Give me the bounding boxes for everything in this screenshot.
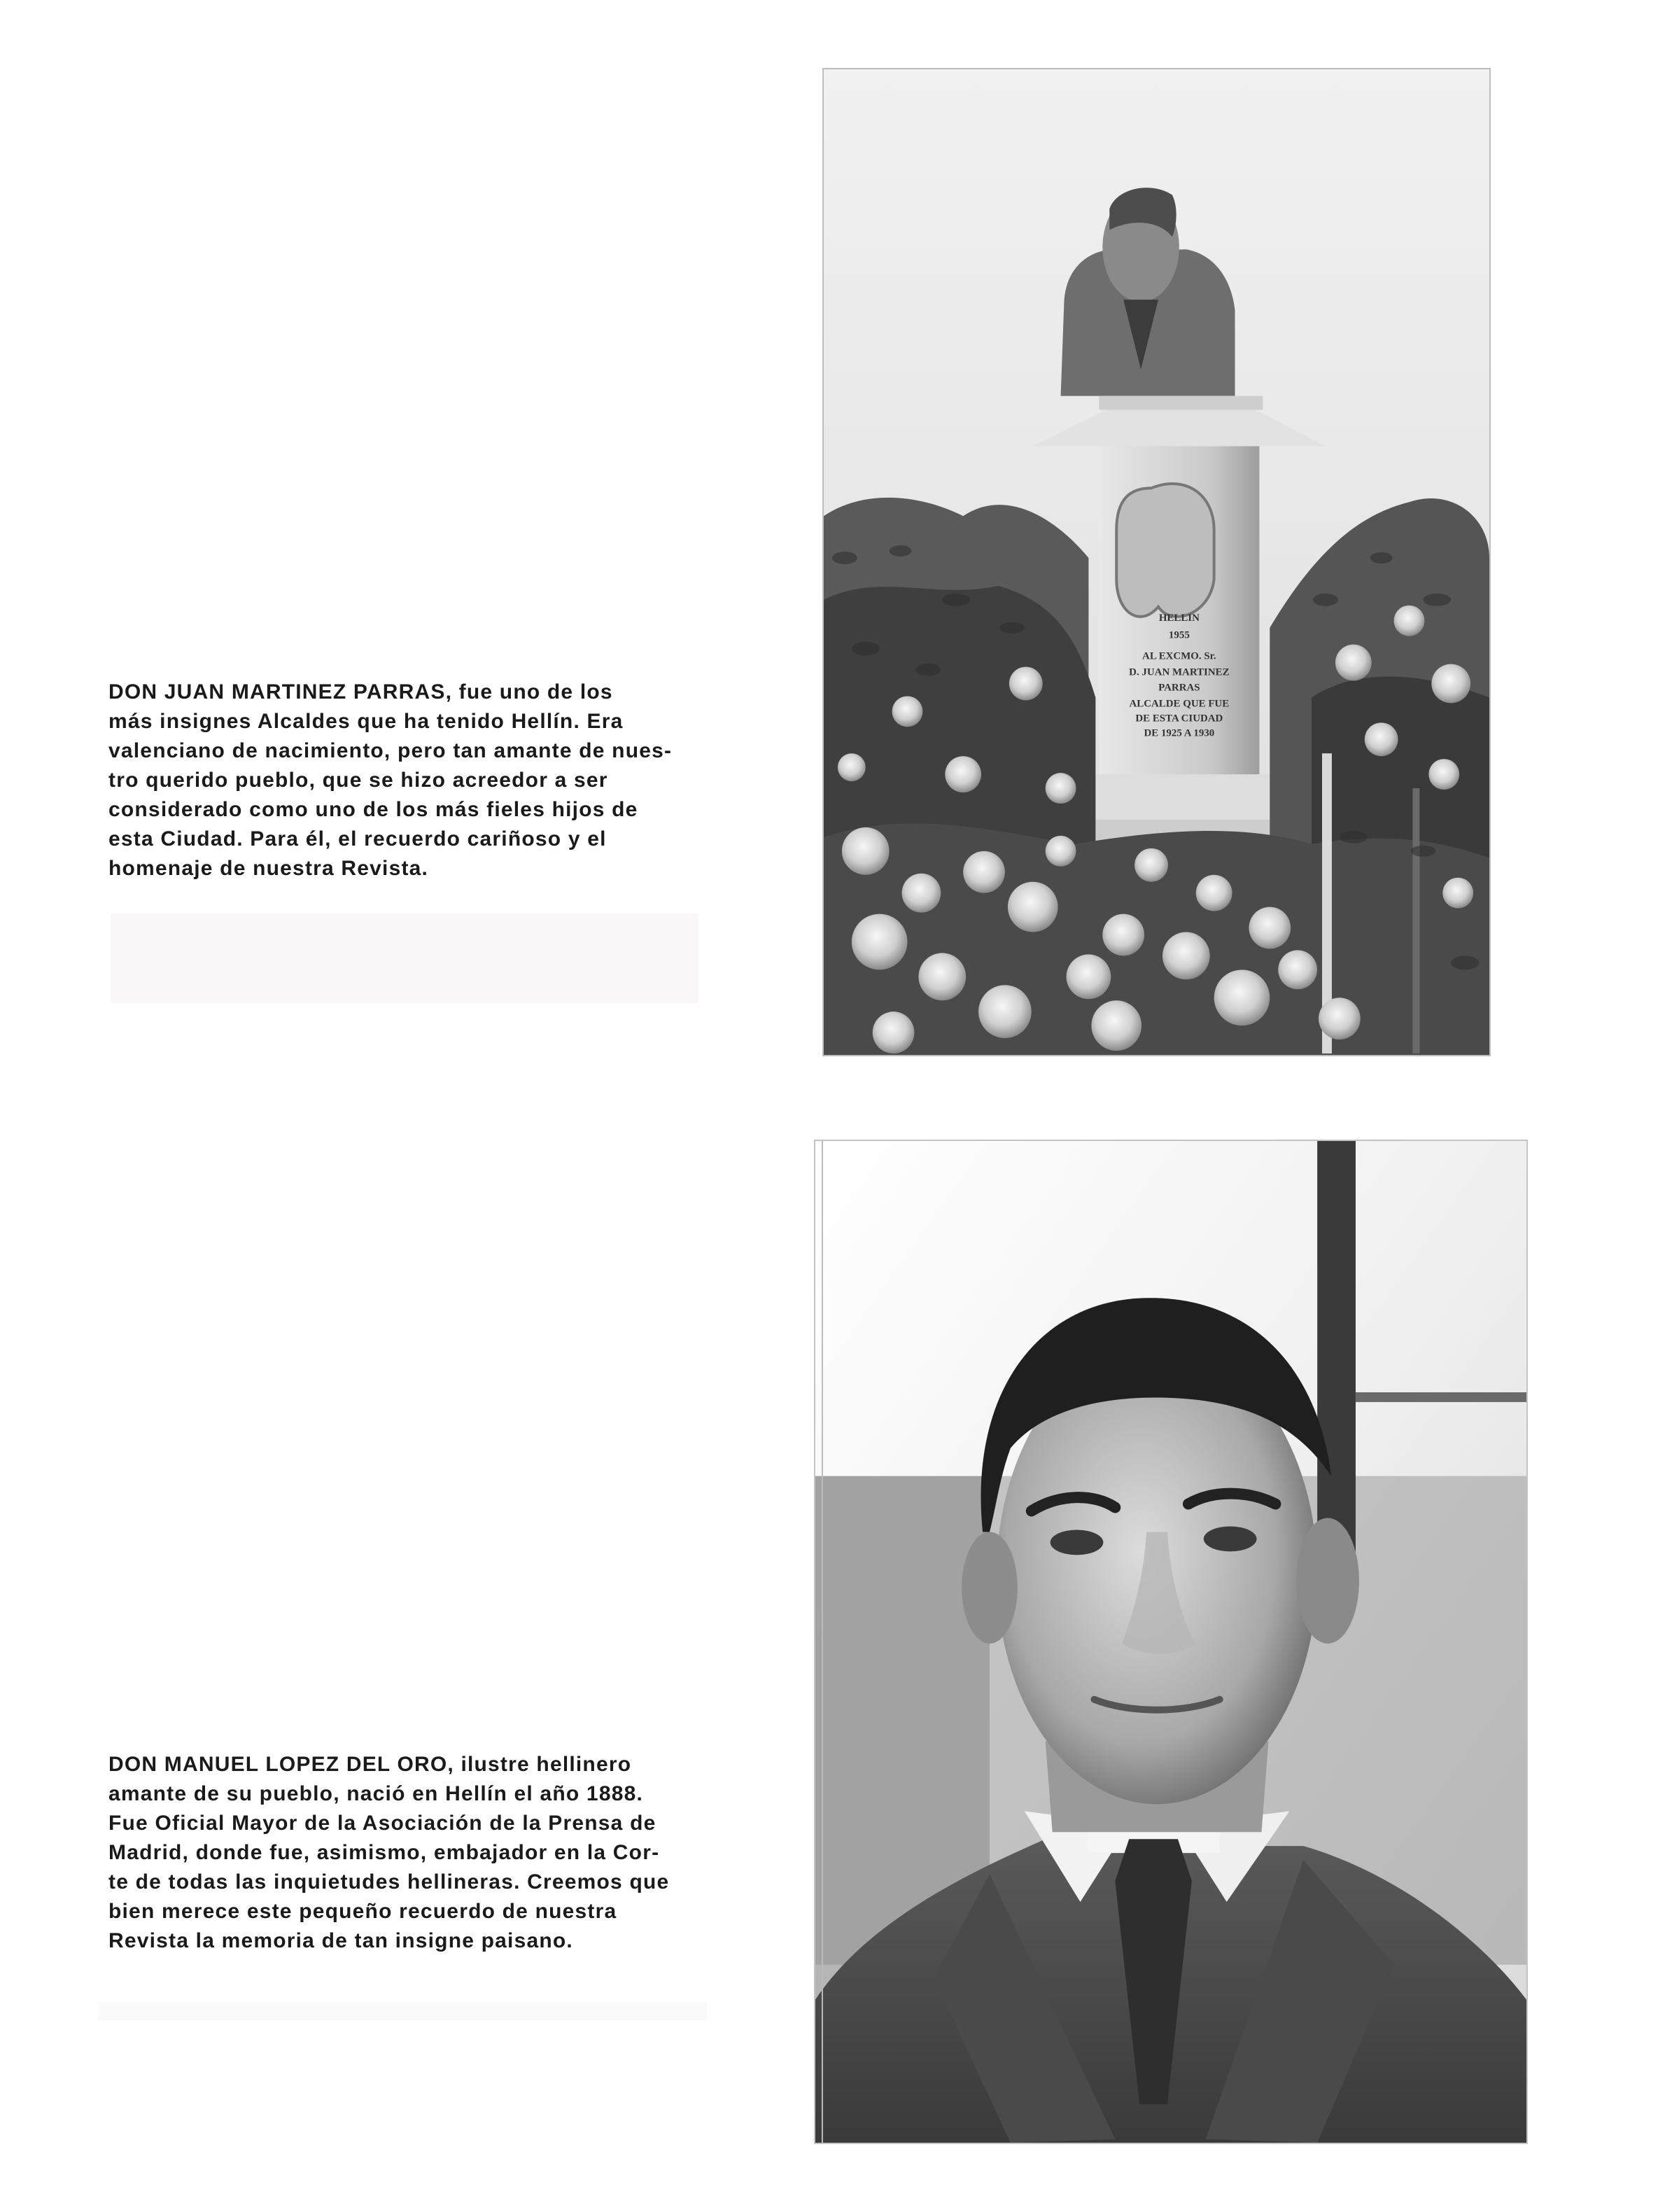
portrait-photo-drawing: [815, 1141, 1526, 2143]
plaque-line: AL EXCMO. Sr.: [1142, 650, 1216, 662]
plaque-line: ALCALDE QUE FUE: [1129, 698, 1230, 710]
plaque-line: DE 1925 A 1930: [1144, 727, 1215, 739]
caption-line: tro querido pueblo, que se hizo acreedor a ser: [108, 769, 608, 792]
caption-line: homenaje de nuestra Revista.: [108, 857, 429, 880]
caption-line: más insignes Alcaldes que ha tenido Hellín. Era: [108, 710, 624, 733]
plaque-line: D. JUAN MARTINEZ: [1129, 666, 1230, 678]
caption-line: DON JUAN MARTINEZ PARRAS, fue uno de los: [108, 680, 613, 704]
caption-line: considerado como uno de los más fieles hijos de: [108, 798, 638, 821]
portrait-photo: [814, 1140, 1528, 2144]
caption-line: valenciano de nacimiento, pero tan amante de nues-: [108, 739, 673, 762]
faded-print-smudge: [111, 913, 698, 1003]
faded-print-smudge: [98, 2002, 707, 2020]
caption-line: Fue Oficial Mayor de la Asociación de la Prensa de: [108, 1812, 656, 1835]
caption-line: Madrid, donde fue, asimismo, embajador en la Cor-: [108, 1841, 660, 1864]
caption-line: amante de su pueblo, nació en Hellín el año 1888.: [108, 1782, 644, 1805]
caption-line: esta Ciudad. Para él, el recuerdo cariñoso y el: [108, 827, 607, 850]
caption-line: te de todas las inquietudes hellineras. Creemos que: [108, 1870, 670, 1893]
caption-line: Revista la memoria de tan insigne paisano.: [108, 1929, 573, 1952]
monument-photo-drawing: [824, 69, 1489, 1055]
plaque-line: PARRAS: [1158, 682, 1200, 694]
caption-lopez-del-oro: [108, 1750, 703, 1956]
caption-martinez-parras: [108, 678, 703, 883]
monument-photo: [822, 68, 1491, 1056]
plaque-line: 1955: [1168, 629, 1190, 641]
caption-line: bien merece este pequeño recuerdo de nuestra: [108, 1900, 617, 1923]
caption-line: DON MANUEL LOPEZ DEL ORO, ilustre hellinero: [108, 1753, 632, 1776]
plaque-line: HELLIN: [1158, 612, 1200, 624]
plaque-line: DE ESTA CIUDAD: [1135, 713, 1223, 724]
